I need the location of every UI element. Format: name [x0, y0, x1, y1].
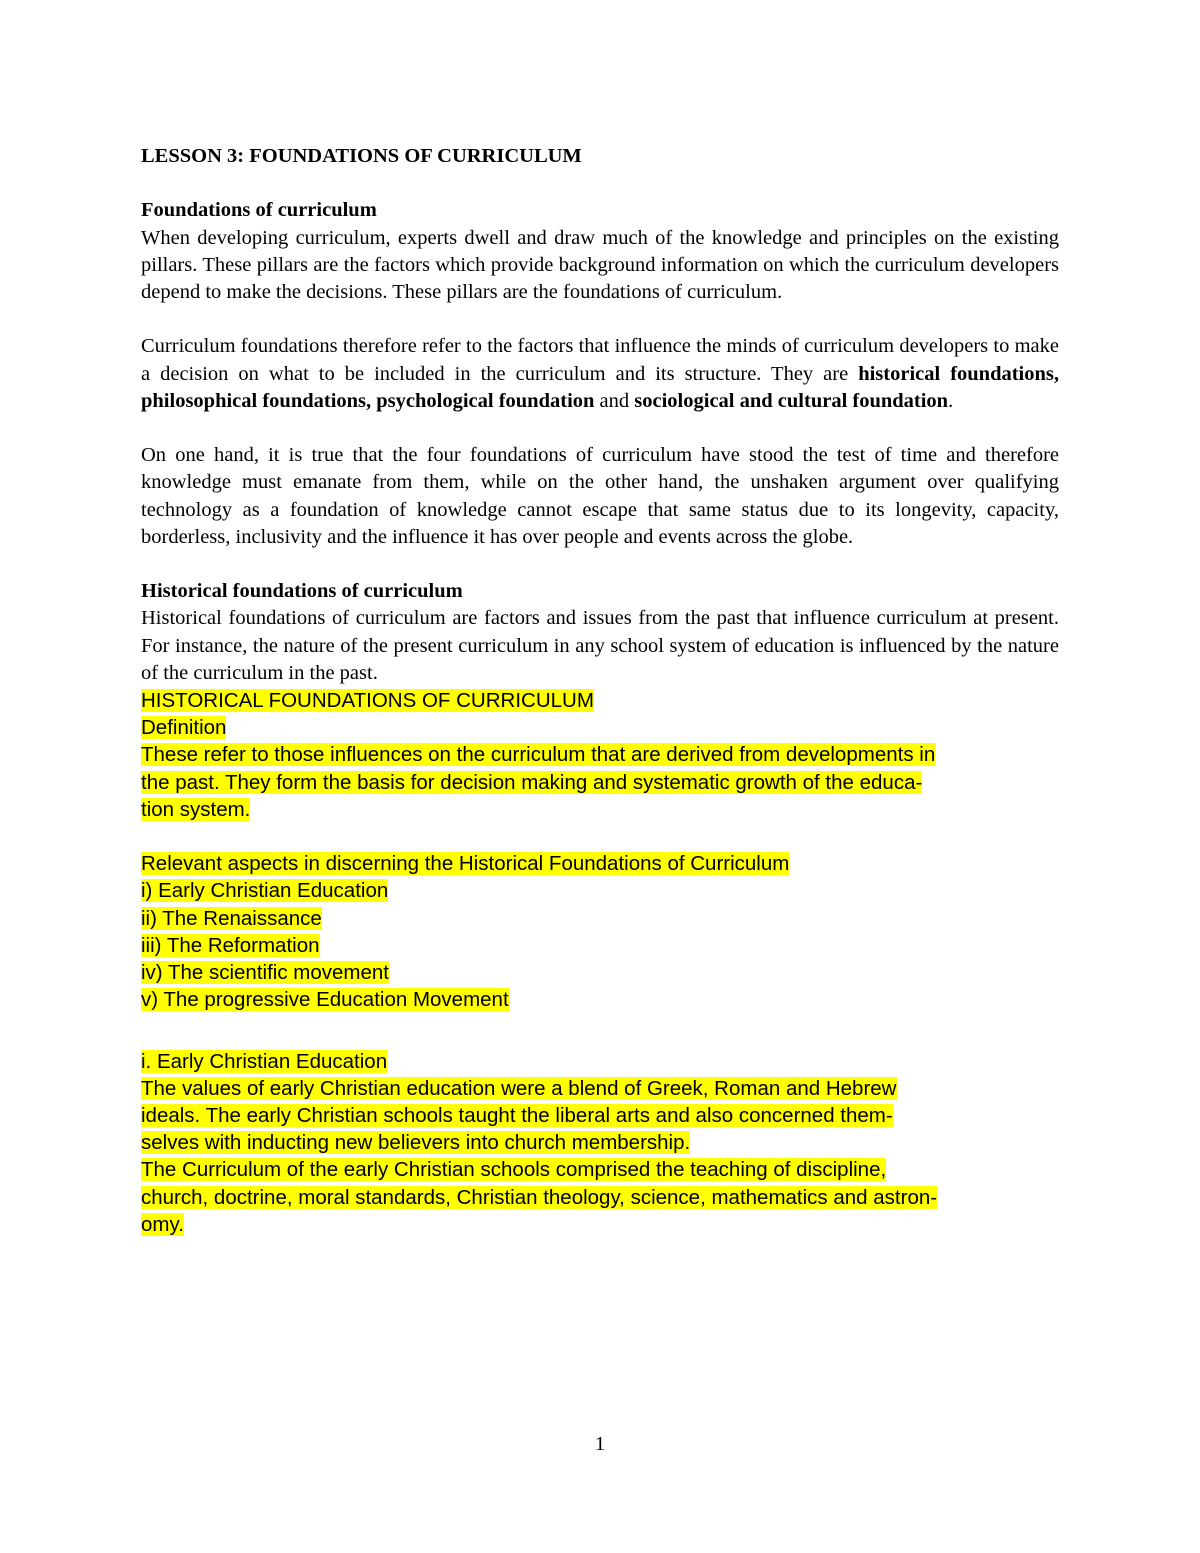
definition-line	[141, 741, 1059, 768]
aspect-item	[141, 905, 1059, 932]
highlighted-heading	[141, 687, 1059, 714]
spacer	[141, 823, 1059, 850]
page-number: 1	[594, 1433, 606, 1455]
aspects-heading	[141, 850, 1059, 877]
sub-line	[141, 1129, 1059, 1156]
aspect-item-text: iii) The Reformation	[141, 933, 320, 957]
spacer	[141, 1041, 1059, 1048]
aspect-item-text: i) Early Christian Education	[141, 879, 389, 903]
aspect-item-text: iv) The scientific movement	[141, 961, 389, 985]
definition-line-text: tion system.	[141, 797, 251, 821]
aspects-heading-text: Relevant aspects in discerning the Historical Foundations of Curriculum	[141, 852, 790, 876]
section-heading-foundations: Foundations of curriculum	[141, 199, 377, 222]
section-heading-historical: Historical foundations of curriculum	[141, 580, 463, 603]
spacer	[141, 415, 1059, 442]
sub-line	[141, 1211, 1059, 1238]
highlighted-block	[141, 687, 1059, 1238]
aspect-item	[141, 932, 1059, 959]
highlighted-heading-text: HISTORICAL FOUNDATIONS OF CURRICULUM	[141, 689, 594, 712]
paragraph-curriculum-foundations	[141, 333, 1059, 415]
aspect-item	[141, 877, 1059, 904]
definition-label	[141, 714, 1059, 741]
paragraph-technology: On one hand, it is true that the four foundations of curriculum have stood the test of time and therefore knowledge must emanate from them, while on the other hand, the unshaken argument over qualifying technology as a foundation of knowledge cannot escape that same status due to its longevity, capacity, borderless, inclusivity and the influence it has over people and events across the globe.	[141, 444, 1059, 548]
sub-line-text: The values of early Christian education were a blend of Greek, Roman and Hebrew	[141, 1076, 897, 1100]
definition-line	[141, 796, 1059, 823]
sub-line-text: selves with inducting new believers into church membership.	[141, 1131, 691, 1155]
definition-label-text: Definition	[141, 716, 227, 740]
sub-line-text: omy.	[141, 1212, 184, 1236]
document-title: LESSON 3: FOUNDATIONS OF CURRICULUM	[141, 145, 582, 167]
sub-heading-text: i. Early Christian Education	[141, 1049, 388, 1073]
paragraph-intro-text: Curriculum foundations therefore refer to the factors that influence the minds of curriculum developers to make a decision on what to be included in the curriculum and its structure. They are	[141, 335, 1059, 385]
aspect-item	[141, 959, 1059, 986]
spacer	[141, 170, 1059, 197]
sub-line	[141, 1075, 1059, 1102]
sub-line	[141, 1184, 1059, 1211]
bold-terms-2: sociological and cultural foundation	[634, 389, 949, 412]
sub-line	[141, 1156, 1059, 1183]
aspect-item-text: ii) The Renaissance	[141, 906, 322, 930]
sub-line	[141, 1102, 1059, 1129]
sub-line-text: ideals. The early Christian schools taught the liberal arts and also concerned them-	[141, 1104, 893, 1128]
document-content	[141, 143, 1059, 1238]
period-text: .	[948, 389, 954, 412]
definition-line-text: the past. They form the basis for decision making and systematic growth of the educa-	[141, 770, 923, 794]
sub-line-text: The Curriculum of the early Christian schools comprised the teaching of discipline,	[141, 1158, 887, 1182]
aspect-item-text: v) The progressive Education Movement	[141, 988, 509, 1012]
bold-terms-1: historical foundations, philosophical foundations, psychological foundation	[141, 362, 1060, 412]
definition-line	[141, 769, 1059, 796]
definition-line-text: These refer to those influences on the curriculum that are derived from developments in	[141, 743, 936, 767]
sub-line-text: church, doctrine, moral standards, Christian theology, science, mathematics and astron-	[141, 1185, 938, 1209]
spacer	[141, 306, 1059, 333]
aspect-item	[141, 986, 1059, 1013]
paragraph-foundations: When developing curriculum, experts dwell and draw much of the knowledge and principles on the existing pillars. These pillars are the factors which provide background information on which the curriculum developers depend to make the decisions. These pillars are the foundations of curriculum.	[141, 226, 1059, 303]
spacer	[141, 1013, 1059, 1040]
sub-heading	[141, 1048, 1059, 1075]
and-text: and	[594, 389, 635, 412]
spacer	[141, 551, 1059, 578]
paragraph-historical: Historical foundations of curriculum are factors and issues from the past that influence curriculum at present. For instance, the nature of the present curriculum in any school system of education is influenced by the nature of the curriculum in the past.	[141, 607, 1059, 684]
